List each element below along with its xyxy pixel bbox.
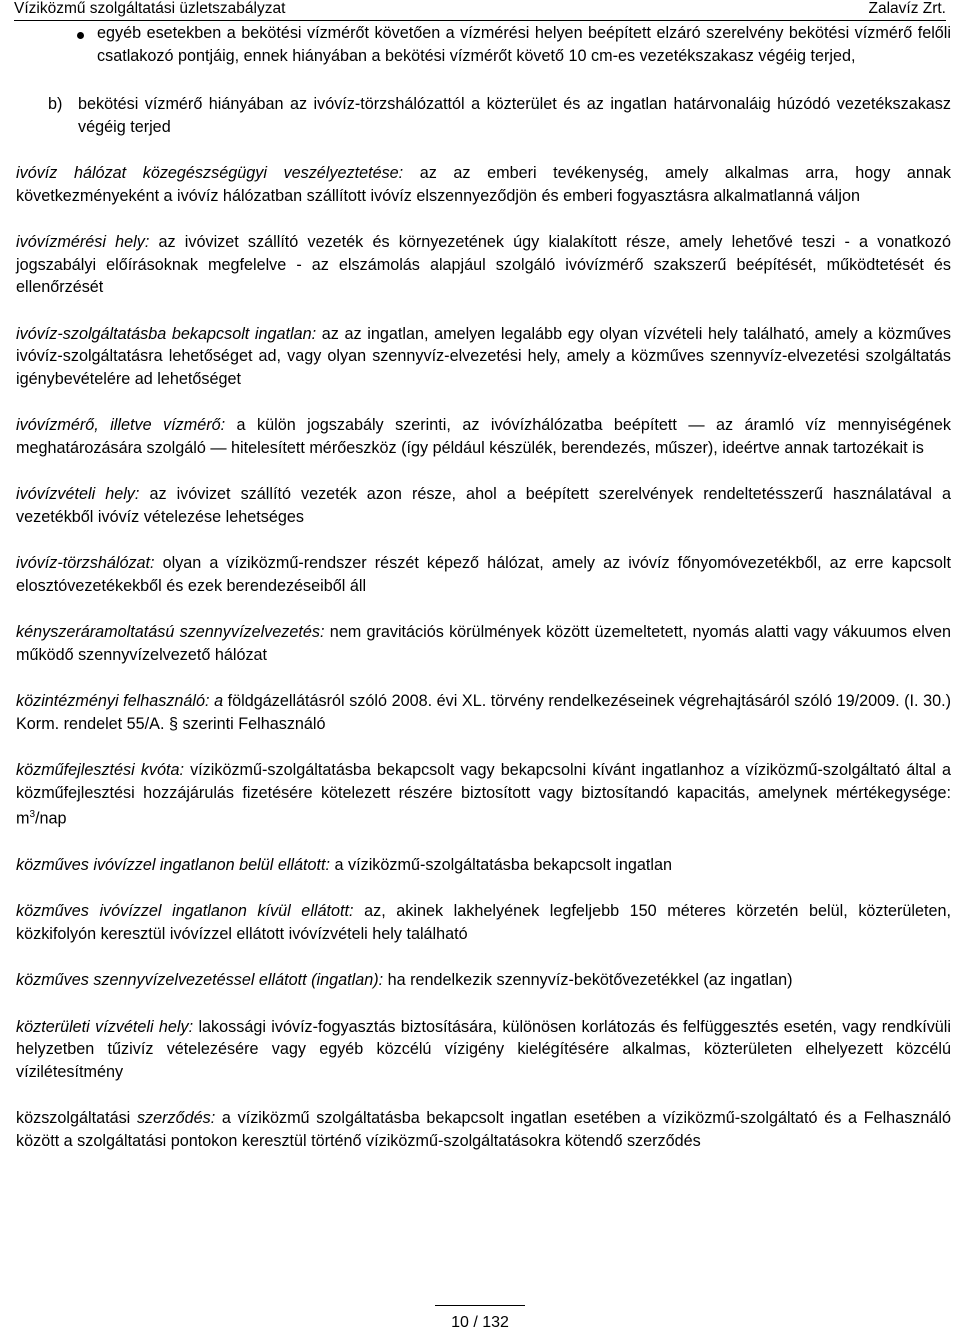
page-number: 10 / 132 xyxy=(451,1314,509,1331)
definition-term: közműves ivóvízzel ingatlanon kívül ellátott: xyxy=(16,902,354,921)
footer-divider xyxy=(435,1305,525,1306)
company-name: Zalavíz Zrt. xyxy=(868,0,946,17)
definition-paragraph xyxy=(16,1107,951,1152)
definitions-list xyxy=(16,162,951,1152)
definition-paragraph xyxy=(16,552,951,597)
definition-text: lakossági ivóvíz-fogyasztás biztosítására, különösen korlátozás és felfüggesztés esetén, vagy rendkívüli helyzetben tűzivíz vételezésére vagy egyéb közcélú vízigény kielégítésére alkalmas, közterületen elhelyezett közcélú vízilétesítmény xyxy=(16,1017,951,1081)
definition-paragraph xyxy=(16,969,951,992)
definition-paragraph xyxy=(16,414,951,459)
definition-term: közintézményi felhasználó: a xyxy=(16,692,224,710)
definition-term: közműfejlesztési kvóta: xyxy=(16,761,185,779)
definition-text: az, akinek lakhelyének legfeljebb 150 méteres körzetén belül, közterületen, közkifolyón keresztül ivóvízzel ellátott ivóvízvételi hely található xyxy=(16,902,951,943)
definition-term: ivóvíz hálózat közegészségügyi veszélyeztetése: xyxy=(16,164,404,182)
definition-text: olyan a víziközmű-rendszer részét képező hálózat, amely az ivóvíz főnyomóvezetékből, az erre kapcsolt elosztóvezetékekből és ezek berendezéseiből áll xyxy=(16,554,951,595)
definition-paragraph xyxy=(16,690,951,735)
definition-text: az az emberi tevékenység, amely alkalmas arra, hogy annak következményeként a ivóvíz hálózatban szállított ivóvíz elszennyeződjön és emberi fogyasztásra alkalmatlanná váljon xyxy=(16,164,951,205)
bullet-text: egyéb esetekben a bekötési vízmérőt követően a vízmérési helyen beépített elzáró szerelvény bekötési vízmérő felőli csatlakozó pontjáig, ennek hiányában a bekötési vízmérőt követő 10 cm-es vezetékszakasz végéig terjed, xyxy=(97,24,951,65)
definition-term: közterületi vízvételi hely: xyxy=(16,1017,194,1036)
definition-paragraph xyxy=(16,231,951,299)
bullet-icon xyxy=(77,32,84,39)
definition-term: közműves szennyvízelvezetéssel ellátott (ingatlan): xyxy=(16,971,384,990)
definition-term: szerződés: xyxy=(136,1109,216,1128)
list-item-b xyxy=(16,93,951,138)
definition-text: az ivóvizet szállító vezeték és környezetének úgy kialakított része, amely lehetővé teszi - a vonatkozó jogszabályi előírásoknak megfelelve - az elszámolás alapjául szolgáló ivóvízmérő szakszerű beépítését, működtetését és ellenőrzését xyxy=(16,233,951,296)
definition-text-tail: /nap xyxy=(35,809,67,828)
definition-term: ivóvízmérési hely: xyxy=(16,233,150,251)
list-label: b) xyxy=(48,95,63,113)
definition-text: az ivóvizet szállító vezeték azon része, ahol a beépített szerelvények rendeltetésszerű használatával a vezetékből ivóvíz vételezése lehetséges xyxy=(16,485,952,526)
definition-text: nem gravitációs körülmények között üzemeltetett, nyomás alatti vagy vákuumos elven működő szennyvízelvezető hálózat xyxy=(16,623,951,664)
definition-text: a víziközmű szolgáltatásba bekapcsolt ingatlan esetében a víziközmű-szolgáltató és a Felhasználó között a szolgáltatási pontokon keresztül történő víziközmű-szolgáltatásokra kötendő szerződés xyxy=(16,1109,951,1150)
definition-text: ha rendelkezik szennyvíz-bekötővezetékkel (az ingatlan) xyxy=(383,971,793,990)
definition-paragraph xyxy=(16,759,951,830)
definition-paragraph xyxy=(16,323,951,391)
page-body xyxy=(16,22,951,1176)
page-header xyxy=(14,0,946,21)
definition-paragraph xyxy=(16,854,951,877)
definition-term: közműves ivóvízzel ingatlanon belül ellátott: xyxy=(16,855,331,874)
list-item xyxy=(16,22,951,67)
definition-paragraph xyxy=(16,900,951,945)
definition-text: víziközmű-szolgáltatásba bekapcsolt vagy bekapcsolni kívánt ingatlanhoz a víziközmű-szolgáltató által a közműfejlesztési hozzájárulás fizetésére kötelezett részére biztosított vagy biztosítandó kapacitás, amelynek mértékegysége: m xyxy=(16,761,952,828)
definition-term: ivóvízvételi hely: xyxy=(16,485,140,503)
definition-paragraph xyxy=(16,1016,951,1084)
superscript: 3 xyxy=(29,809,36,820)
definition-text: az az ingatlan, amelyen legalább egy olyan vízvételi hely található, amely a közműves ivóvíz-szolgáltatásra lehetőséget ad, vagy olyan szennyvíz-elvezetési hely, amely a közműves szennyvíz-elvezetési szolgáltatás igénybevételére ad lehetőséget xyxy=(16,324,951,388)
document-title: Víziközmű szolgáltatási üzletszabályzat xyxy=(14,0,286,17)
definition-term: ivóvíz-szolgáltatásba bekapcsolt ingatlan: xyxy=(16,324,317,343)
definition-term: kényszeráramoltatású szennyvízelvezetés: xyxy=(16,623,325,641)
list-text: bekötési vízmérő hiányában az ivóvíz-törzshálózattól a közterület és az ingatlan határvonaláig húzódó vezetékszakasz végéig terjed xyxy=(78,95,951,136)
definition-text: a külön jogszabály szerinti, az ivóvízhálózatba beépített — az áramló víz mennyiségének meghatározására szolgáló — hitelesített mérőeszköz (így például készülék, berendezés, műszer), ideértve annak tartozékait is xyxy=(16,416,951,457)
definition-term: ivóvíz-törzshálózat: xyxy=(16,554,155,572)
definition-paragraph xyxy=(16,162,951,207)
definition-term: ivóvízmérő, illetve vízmérő: xyxy=(16,416,226,434)
definition-text: földgázellátásról szóló 2008. évi XL. törvény rendelkezéseinek végrehajtásáról szóló 19/2009. (I. 30.) Korm. rendelet 55/A. § szerinti Felhasználó xyxy=(16,692,951,733)
definition-paragraph xyxy=(16,483,951,528)
definition-text: a víziközmű-szolgáltatásba bekapcsolt ingatlan xyxy=(330,855,672,874)
definition-term-prefix: közszolgáltatási xyxy=(16,1109,137,1128)
definition-paragraph xyxy=(16,621,951,666)
